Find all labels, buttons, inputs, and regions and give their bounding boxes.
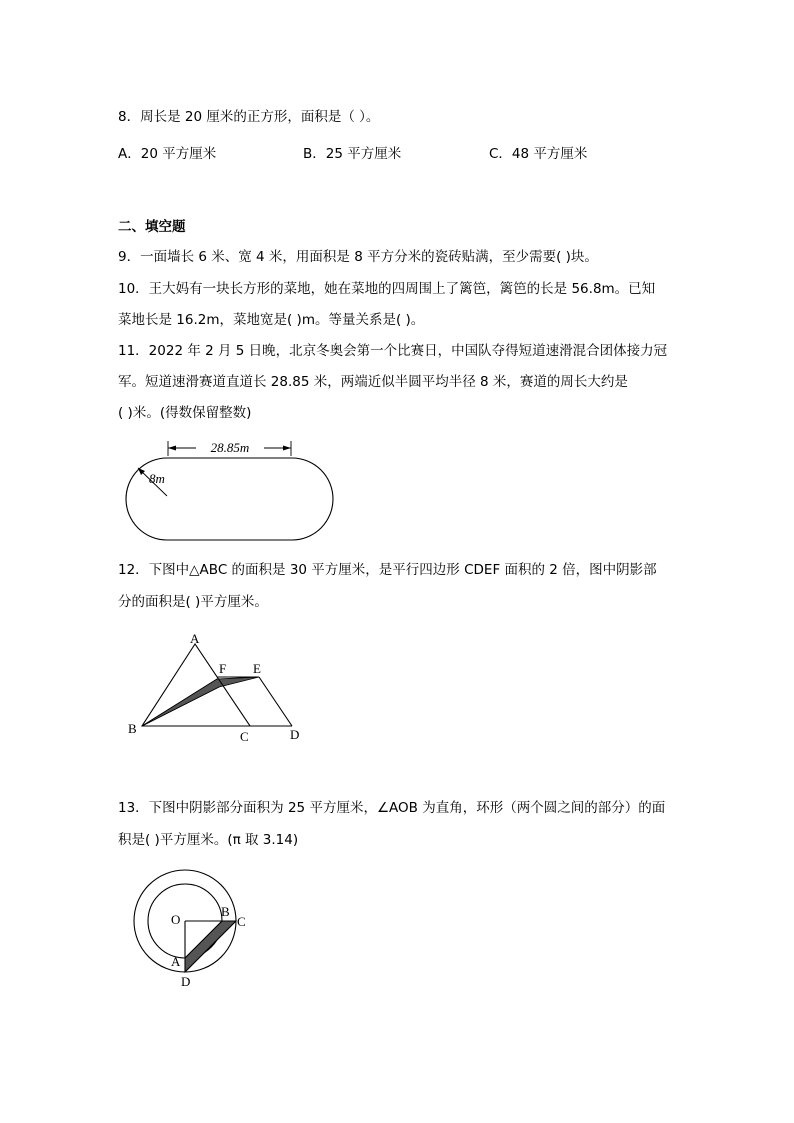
shaded-region-2 bbox=[142, 677, 259, 726]
label-e: E bbox=[253, 661, 261, 676]
q11-line1: 11．2022 年 2 月 5 日晚，北京冬奥会第一个比赛日，中国队夺得短道速滑混合团体接力冠 bbox=[118, 343, 668, 359]
label-b: B bbox=[128, 721, 137, 736]
dimension-arrow-left bbox=[168, 446, 176, 451]
q11-line2: 军。短道速滑赛道直道长 28.85 米，两端近似半圆平均半径 8 米，赛道的周长大约是 bbox=[118, 374, 628, 390]
triangle-abc bbox=[142, 644, 250, 726]
q8-option-c: C．48 平方厘米 bbox=[489, 146, 588, 162]
section-heading: 二、填空题 bbox=[118, 219, 186, 235]
q11-track-figure bbox=[120, 436, 340, 541]
label-c: C bbox=[240, 729, 249, 744]
label-b: B bbox=[221, 904, 230, 919]
label-a: A bbox=[190, 631, 200, 646]
q8-option-b: B．25 平方厘米 bbox=[303, 146, 402, 162]
label-d: D bbox=[181, 974, 191, 989]
label-f: F bbox=[219, 661, 227, 676]
q8-option-a: A．20 平方厘米 bbox=[118, 146, 217, 162]
label-o: O bbox=[171, 912, 181, 927]
label-c: C bbox=[237, 914, 246, 929]
length-label: 28.85m bbox=[210, 440, 250, 455]
q9-line1: 9．一面墙长 6 米、宽 4 米，用面积是 8 平方分米的瓷砖贴满，至少需要( )块。 bbox=[118, 249, 598, 265]
q10-line1: 10．王大妈有一块长方形的菜地，她在菜地的四周围上了篱笆，篱笆的长是 56.8m。已知 bbox=[118, 281, 656, 297]
q12-line2: 分的面积是( )平方厘米。 bbox=[118, 594, 268, 610]
label-a: A bbox=[171, 954, 181, 969]
dimension-arrow-right bbox=[283, 446, 291, 451]
label-d: D bbox=[290, 727, 300, 742]
radius-label: 8m bbox=[149, 471, 165, 486]
q13-annulus-figure bbox=[125, 866, 285, 991]
q8-text: 8．周长是 20 厘米的正方形，面积是（ ）。 bbox=[118, 109, 380, 125]
q10-line2: 菜地长是 16.2m，菜地宽是( )m。等量关系是( )。 bbox=[118, 312, 425, 328]
q13-line1: 13．下图中阴影部分面积为 25 平方厘米，∠AOB 为直角，环形（两个圆之间的部分）的面 bbox=[118, 800, 666, 816]
segment-dc bbox=[185, 921, 236, 972]
q12-triangle-figure bbox=[120, 630, 320, 745]
q11-line3: ( )米。(得数保留整数) bbox=[118, 405, 252, 421]
segment-ed bbox=[259, 677, 292, 726]
q13-line2: 积是( )平方厘米。(π 取 3.14) bbox=[118, 832, 299, 848]
q12-line1: 12．下图中△ABC 的面积是 30 平方厘米，是平行四边形 CDEF 面积的 2 倍，图中阴影部 bbox=[118, 562, 657, 578]
